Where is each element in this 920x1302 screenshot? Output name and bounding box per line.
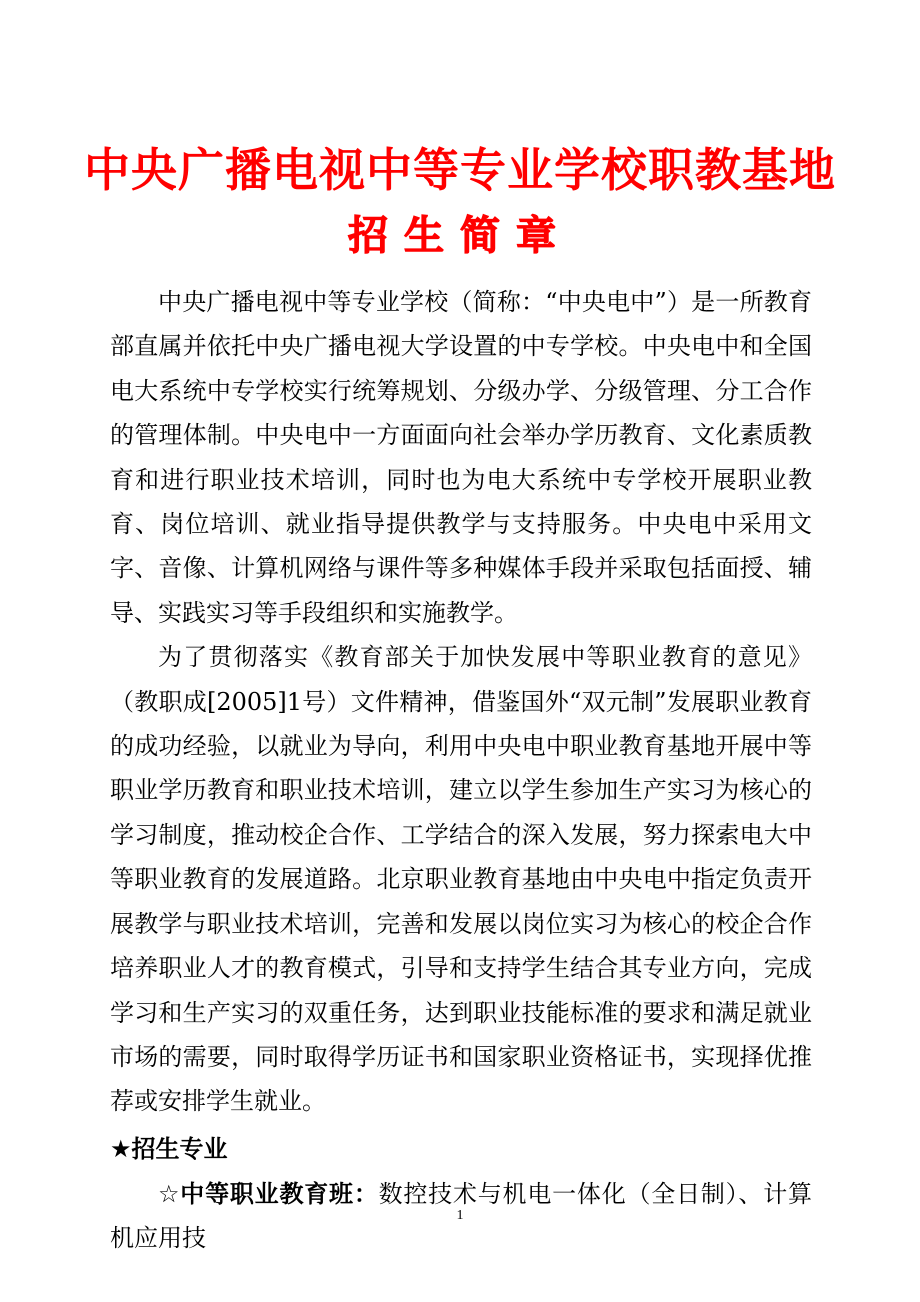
subsection-text: 数控技术与机电一体化（全日制）、计算机应用技: [110, 1179, 813, 1253]
subsection-label: ☆中等职业教育班：: [158, 1179, 379, 1208]
section-heading-majors: ★招生专业: [110, 1134, 228, 1163]
page-number: 1: [456, 1208, 464, 1223]
document-title: 中央广播电视中等专业学校职教基地: [84, 143, 836, 197]
intro-paragraph: 中央广播电视中等专业学校（简称：“中央电中”）是一所教育部直属并依托中央广播电视大学设置的中专学校。中央电中和全国电大系统中专学校实行统筹规划、分级办学、分级管理、分工合作的管理体制。中央电中一方面面向社会举办学历教育、文化素质教育和进行职业技术培训，同时也为电大系统中专学校开展职业教育、岗位培训、就业指导提供教学与支持服务。中央电中采用文字、音像、计算机网络与课件等多种媒体手段并采取包括面授、辅导、实践实习等手段组织和实施教学。: [110, 288, 812, 627]
document-subtitle: 招生简章: [348, 213, 572, 259]
document-body: [110, 280, 812, 1261]
policy-paragraph: 为了贯彻落实《教育部关于加快发展中等职业教育的意见》（教职成[2005]1号）文件精神，借鉴国外“双元制”发展职业教育的成功经验，以就业为导向，利用中央电中职业教育基地开展中等职业学历教育和职业技术培训，建立以学生参加生产实习为核心的学习制度，推动校企合作、工学结合的深入发展，努力探索电大中等职业教育的发展道路。北京职业教育基地由中央电中指定负责开展教学与职业技术培训，完善和发展以岗位实习为核心的校企合作培养职业人才的教育模式，引导和支持学生结合其专业方向，完成学习和生产实习的双重任务，达到职业技能标准的要求和满足就业市场的需要，同时取得学历证书和国家职业资格证书，实现择优推荐或安排学生就业。: [110, 643, 812, 1116]
